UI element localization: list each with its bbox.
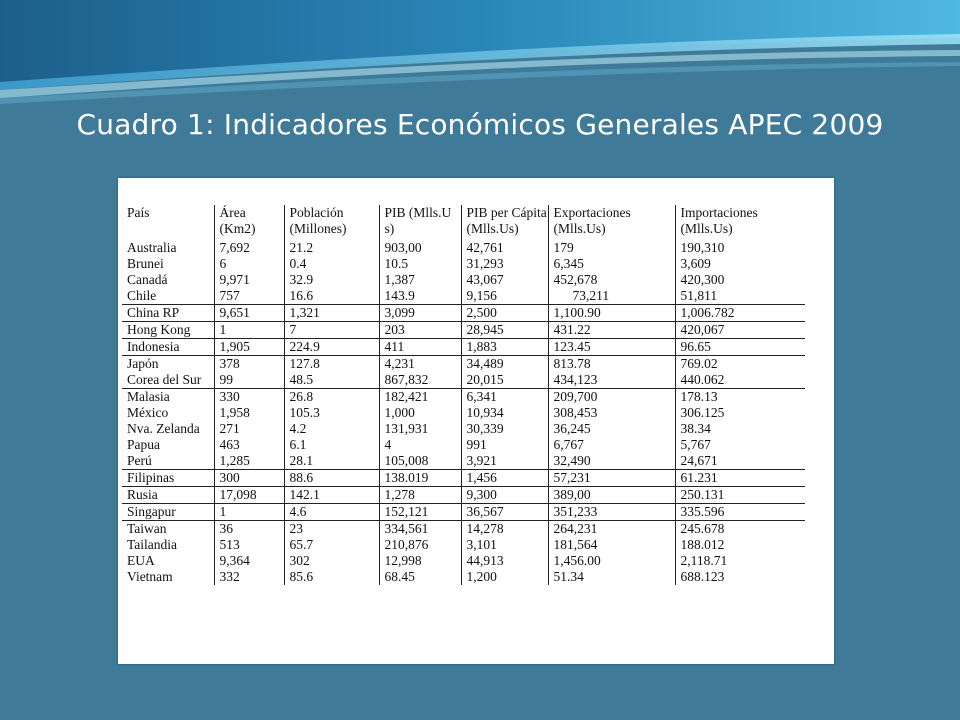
cell-area: 330 [214,389,284,406]
table-row [122,288,805,305]
table-row [122,372,805,389]
table-row [122,470,805,487]
cell-pib: 143.9 [379,288,461,305]
cell-poblacion: 65.7 [284,537,379,553]
cell-pib: 12,998 [379,553,461,569]
cell-area: 9,364 [214,553,284,569]
cell-importaciones: 96.65 [675,339,805,356]
header-pais: País [127,205,150,220]
table-row [122,553,805,569]
cell-pais: Papua [127,437,160,452]
cell-pib-per-capita: 3,101 [461,537,548,553]
cell-pib-per-capita: 1,200 [461,569,548,585]
header-exportaciones: Exportaciones (Mlls.Us) [548,205,675,236]
cell-pib: 10.5 [379,256,461,272]
cell-area: 7,692 [214,236,284,256]
cell-pib-per-capita: 42,761 [461,236,548,256]
cell-exportaciones: 209,700 [548,389,675,406]
cell-importaciones: 188.012 [675,537,805,553]
cell-pais: Chile [127,288,157,303]
cell-pib-per-capita: 28,945 [461,322,548,339]
cell-exportaciones: 1,456.00 [548,553,675,569]
cell-pais: Vietnam [127,569,173,584]
cell-pais: Perú [127,453,152,468]
cell-pib: 1,278 [379,487,461,504]
cell-area: 378 [214,356,284,373]
cell-area: 332 [214,569,284,585]
header-pib-per-capita: PIB per Cápita (Mlls.Us) [461,205,548,236]
cell-pib: 203 [379,322,461,339]
cell-area: 271 [214,421,284,437]
cell-pais: Indonesia [122,339,214,356]
table-row [122,504,805,521]
cell-importaciones: 61.231 [675,470,805,487]
table-row [122,437,805,453]
cell-exportaciones: 73,211 [548,288,675,305]
table-row [122,339,805,356]
apec-indicators-table [122,205,805,585]
cell-exportaciones: 36,245 [548,421,675,437]
cell-exportaciones: 6,345 [548,256,675,272]
table-row [122,487,805,504]
apec-indicators-table-panel [118,178,834,664]
cell-pib: 4 [379,437,461,453]
cell-poblacion: 85.6 [284,569,379,585]
cell-exportaciones: 1,100.90 [548,305,675,322]
cell-pib: 131,931 [379,421,461,437]
cell-pib: 334,561 [379,521,461,538]
cell-pib: 1,387 [379,272,461,288]
cell-pais: Malasia [122,389,214,406]
cell-area: 6 [214,256,284,272]
cell-pais: México [127,405,169,420]
cell-exportaciones: 431.22 [548,322,675,339]
cell-pib-per-capita: 30,339 [461,421,548,437]
cell-pib: 411 [379,339,461,356]
cell-pib-per-capita: 3,921 [461,453,548,470]
cell-poblacion: 6.1 [284,437,379,453]
cell-poblacion: 302 [284,553,379,569]
cell-exportaciones: 452,678 [548,272,675,288]
slide-title: Cuadro 1: Indicadores Económicos Generales APEC 2009 [76,108,884,141]
table-row [122,521,805,538]
cell-pais: Taiwan [122,521,214,538]
cell-importaciones: 5,767 [675,437,805,453]
cell-area: 1,958 [214,405,284,421]
cell-exportaciones: 181,564 [548,537,675,553]
cell-pib-per-capita: 44,913 [461,553,548,569]
cell-area: 36 [214,521,284,538]
cell-exportaciones: 434,123 [548,372,675,389]
header-importaciones: Importaciones (Mlls.Us) [675,205,805,236]
cell-pib: 867,832 [379,372,461,389]
table-row [122,389,805,406]
cell-pib: 1,000 [379,405,461,421]
cell-exportaciones: 813.78 [548,356,675,373]
cell-pais: Japón [122,356,214,373]
cell-exportaciones: 351,233 [548,504,675,521]
cell-poblacion: 28.1 [284,453,379,470]
cell-pib-per-capita: 9,156 [461,288,548,305]
cell-pib: 105,008 [379,453,461,470]
cell-exportaciones: 123.45 [548,339,675,356]
cell-pib-per-capita: 31,293 [461,256,548,272]
cell-importaciones: 2,118.71 [675,553,805,569]
cell-area: 17,098 [214,487,284,504]
cell-pais: Singapur [122,504,214,521]
table-row [122,236,805,256]
cell-importaciones: 178.13 [675,389,805,406]
cell-area: 300 [214,470,284,487]
cell-importaciones: 1,006.782 [675,305,805,322]
cell-exportaciones: 179 [548,236,675,256]
table-row [122,537,805,553]
cell-pais: Brunei [127,256,164,271]
table-row [122,356,805,373]
table-row [122,569,805,585]
cell-pib-per-capita: 6,341 [461,389,548,406]
cell-pib: 152,121 [379,504,461,521]
cell-importaciones: 3,609 [675,256,805,272]
header-poblacion: Población (Millones) [284,205,379,236]
cell-pib: 182,421 [379,389,461,406]
cell-pib: 903,00 [379,236,461,256]
cell-area: 9,651 [214,305,284,322]
cell-poblacion: 32.9 [284,272,379,288]
cell-pib: 68.45 [379,569,461,585]
cell-exportaciones: 6,767 [548,437,675,453]
cell-exportaciones: 389,00 [548,487,675,504]
cell-pib-per-capita: 9,300 [461,487,548,504]
cell-area: 1 [214,322,284,339]
cell-poblacion: 127.8 [284,356,379,373]
cell-area: 513 [214,537,284,553]
cell-poblacion: 4.2 [284,421,379,437]
table-header-row [122,205,805,236]
cell-importaciones: 38.34 [675,421,805,437]
cell-exportaciones: 32,490 [548,453,675,470]
cell-poblacion: 4.6 [284,504,379,521]
table-row [122,272,805,288]
cell-poblacion: 23 [284,521,379,538]
cell-importaciones: 688.123 [675,569,805,585]
cell-pib-per-capita: 1,883 [461,339,548,356]
cell-importaciones: 245.678 [675,521,805,538]
cell-importaciones: 440.062 [675,372,805,389]
cell-poblacion: 26.8 [284,389,379,406]
cell-pib: 3,099 [379,305,461,322]
cell-poblacion: 48.5 [284,372,379,389]
cell-importaciones: 24,671 [675,453,805,470]
cell-pais: Nva. Zelanda [127,421,200,436]
cell-pais: Canadá [127,272,168,287]
table-row [122,421,805,437]
cell-importaciones: 190,310 [675,236,805,256]
table-row [122,256,805,272]
cell-pib: 210,876 [379,537,461,553]
cell-exportaciones: 51.34 [548,569,675,585]
cell-area: 463 [214,437,284,453]
table-body [122,236,805,585]
cell-pais: Rusia [122,487,214,504]
cell-pais: China RP [122,305,214,322]
cell-pais: Corea del Sur [127,372,202,387]
cell-poblacion: 16.6 [284,288,379,305]
cell-pais: EUA [127,553,155,568]
cell-poblacion: 105.3 [284,405,379,421]
cell-importaciones: 769.02 [675,356,805,373]
cell-area: 1 [214,504,284,521]
table-row [122,405,805,421]
cell-pib-per-capita: 2,500 [461,305,548,322]
cell-importaciones: 51,811 [675,288,805,305]
cell-pib-per-capita: 10,934 [461,405,548,421]
cell-pais: Filipinas [122,470,214,487]
cell-pib-per-capita: 36,567 [461,504,548,521]
cell-importaciones: 306.125 [675,405,805,421]
cell-importaciones: 250.131 [675,487,805,504]
cell-area: 99 [214,372,284,389]
cell-exportaciones: 264,231 [548,521,675,538]
table-row [122,453,805,470]
cell-poblacion: 224.9 [284,339,379,356]
cell-exportaciones: 308,453 [548,405,675,421]
cell-exportaciones: 57,231 [548,470,675,487]
cell-pib-per-capita: 991 [461,437,548,453]
cell-pais: Tailandia [127,537,178,552]
cell-pib-per-capita: 34,489 [461,356,548,373]
cell-area: 1,285 [214,453,284,470]
table-row [122,305,805,322]
cell-pib: 138.019 [379,470,461,487]
cell-area: 9,971 [214,272,284,288]
cell-importaciones: 420,300 [675,272,805,288]
cell-poblacion: 21.2 [284,236,379,256]
cell-area: 757 [214,288,284,305]
cell-pib-per-capita: 14,278 [461,521,548,538]
header-area: Área (Km2) [214,205,284,236]
cell-pib-per-capita: 1,456 [461,470,548,487]
cell-poblacion: 88.6 [284,470,379,487]
cell-poblacion: 7 [284,322,379,339]
header-pib: PIB (Mlls.U s) [379,205,461,236]
cell-poblacion: 1,321 [284,305,379,322]
table-row [122,322,805,339]
cell-importaciones: 335.596 [675,504,805,521]
cell-pib: 4,231 [379,356,461,373]
cell-importaciones: 420,067 [675,322,805,339]
cell-pib-per-capita: 43,067 [461,272,548,288]
cell-poblacion: 142.1 [284,487,379,504]
cell-area: 1,905 [214,339,284,356]
cell-pib-per-capita: 20,015 [461,372,548,389]
cell-pais: Australia [127,240,177,255]
cell-poblacion: 0.4 [284,256,379,272]
cell-pais: Hong Kong [122,322,214,339]
